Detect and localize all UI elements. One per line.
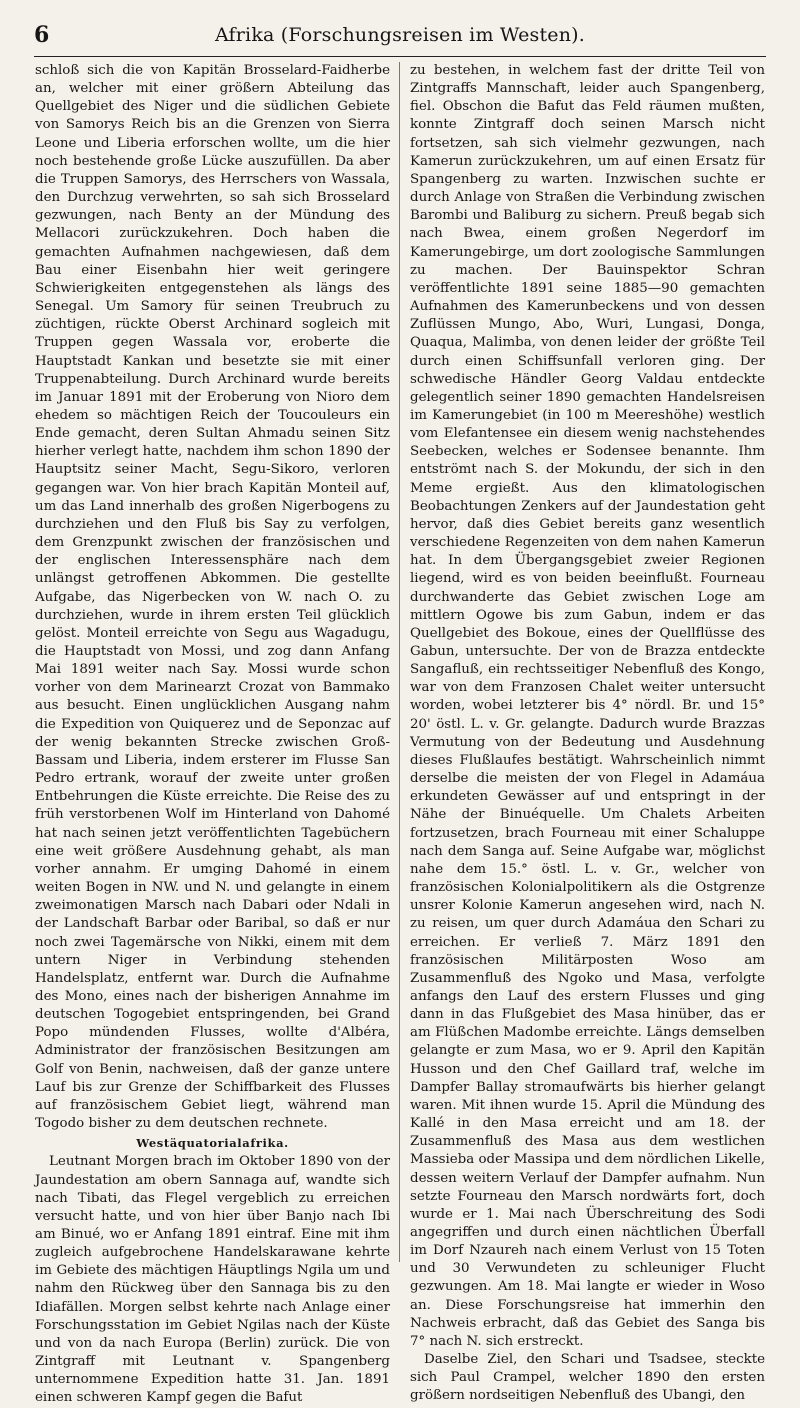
- page-header: [34, 22, 766, 57]
- left-column: [35, 62, 390, 1406]
- left-paragraph-1: schloß sich die von Kapitän Brosselard-Faidherbe an, welcher mit einer größern Abteilung das Quellgebiet des Niger und die südlichen Gebiete von Samorys Reich bis an die Grenzen von Sierra Leone und Liberia erforschen wollte, um die hier noch bestehende große Lücke auszufüllen. Da aber die Truppen Samorys, des Herrschers von Wassala, den Durchzug verwehrten, so sah sich Brosselard gezwungen, nach Benty an der Mündung des Mellacori zurückzukehren. Doch haben die gemachten Aufnahmen nachgewiesen, daß dem Bau einer Eisenbahn hier weit geringere Schwierigkeiten entgegenstehen als längs des Senegal. Um Samory für seinen Treubruch zu züchtigen, rückte Oberst Archinard sogleich mit Truppen gegen Wassala vor, eroberte die Hauptstadt Kankan und besetzte sie mit einer Truppenabteilung. Durch Archinard wurde bereits im Januar 1891 mit der Eroberung von Nioro dem ehedem so mächtigen Reich der Toucouleurs ein Ende gemacht, deren Sultan Ahmadu seinen Sitz hierher verlegt hatte, nachdem ihm schon 1890 der Hauptsitz seiner Macht, Segu-Sikoro, verloren gegangen war. Von hier brach Kapitän Monteil auf, um das Land innerhalb des großen Nigerbogens zu durchziehen und den Fluß bis Say zu verfolgen, dem Grenzpunkt zwischen der französischen und der englischen Interessensphäre nach dem unlängst getroffenen Abkommen. Die gestellte Aufgabe, das Nigerbecken von W. nach O. zu durchziehen, wurde in ihrem ersten Teil glücklich gelöst. Monteil erreichte von Segu aus Wagadugu, die Hauptstadt von Mossi, und zog dann Anfang Mai 1891 weiter nach Say. Mossi wurde schon vorher von dem Marinearzt Crozat von Bammako aus besucht. Einen unglücklichen Ausgang nahm die Expedition von Quiquerez und de Seponzac auf der wenig bekannten Strecke zwischen Groß-Bassam und Liberia, indem ersterer im Flusse San Pedro ertrank, worauf der zweite unter großen Entbehrungen die Küste erreichte. Die Reise des zu früh verstorbenen Wolf im Hinterland von Dahomé hat nach seinen jetzt veröffentlichten Tagebüchern eine weit größere Ausdehnung gehabt, als man vorher annahm. Er umging Dahomé in einem weiten Bogen in NW. und N. und gelangte in einem zweimonatigen Marsch nach Dabari oder Ndali in der Landschaft Barbar oder Baribal, so daß er nur noch zwei Tagemärsche von Nikki, einem mit dem untern Niger in Verbindung stehenden Handelsplatz, entfernt war. Durch die Aufnahme des Mono, eines nach der bisherigen Annahme im deutschen Togogebiet entspringenden, bei Grand Popo mündenden Flusses, wollte d'Albéra, Administrator der französischen Besitzungen am Golf von Benin, nachweisen, daß der ganze untere Lauf bis zur Grenze der Schiffbarkeit des Flusses auf französischem Gebiet liegt, während man Togodo bisher zu dem deutschen rechnete.: [35, 63, 390, 1132]
- running-head: Afrika (Forschungsreisen im Westen).: [214, 24, 586, 46]
- page-number: 6: [34, 22, 50, 48]
- right-paragraph-1: zu bestehen, in welchem fast der dritte Teil von Zintgraffs Mannschaft, leider auch Spangenberg, fiel. Obschon die Bafut das Feld räumen mußten, konnte Zintgraff doch seinen Marsch nicht fortsetzen, sah sich vielmehr gezwungen, nach Kamerun zurückzukehren, um auf einen Ersatz für Spangenberg zu warten. Inzwischen suchte er durch Anlage von Straßen die Verbindung zwischen Barombi und Baliburg zu sichern. Preuß begab sich nach Bwea, einem großen Negerdorf im Kamerungebirge, um dort zoologische Sammlungen zu machen. Der Bauinspektor Schran veröffentlichte 1891 seine 1885—90 gemachten Aufnahmen des Kamerunbeckens und von dessen Zuflüssen Mungo, Abo, Wuri, Lungasi, Donga, Quaqua, Malimba, von denen leider der größte Teil durch einen Schiffsunfall verloren ging. Der schwedische Händler Georg Valdau entdeckte gelegentlich seiner 1890 gemachten Handelsreisen im Kamerungebiet (in 100 m Meereshöhe) westlich vom Elefantensee ein diesem wenig nachstehendes Seebecken, welches er Sodensee benannte. Ihm entströmt nach S. der Mokundu, der sich in den Meme ergießt. Aus den klimatologischen Beobachtungen Zenkers auf der Jaundestation geht hervor, daß dies Gebiet bereits ganz wesentlich verschiedene Regenzeiten von dem nahen Kamerun hat. In dem Übergangsgebiet zweier Regionen liegend, wird es von beiden beeinflußt. Fourneau durchwanderte das Gebiet zwischen Loge am mittlern Ogowe bis zum Gabun, indem er das Quellgebiet des Bokoue, eines der Quellflüsse des Gabun, untersuchte. Der von de Brazza entdeckte Sangafluß, ein rechtsseitiger Nebenfluß des Kongo, war von dem Franzosen Chalet weiter untersucht worden, wobei letzterer bis 4° nördl. Br. und 15° 20' östl. L. v. Gr. gelangte. Dadurch wurde Brazzas Vermutung von der Bedeutung und Ausdehnung dieses Flußlaufes bestätigt. Wahrscheinlich nimmt derselbe die meisten der von Flegel in Adamáua erkundeten Gewässer auf und entspringt in der Nähe der Binuéquelle. Um Chalets Arbeiten fortzusetzen, brach Fourneau mit einer Schaluppe nach dem Sanga auf. Seine Aufgabe war, möglichst nahe dem 15.° östl. L. v. Gr., welcher von französischen Kolonialpolitikern als die Ostgrenze unsrer Kolonie Kamerun angesehen wird, nach N. zu reisen, um quer durch Adamáua den Schari zu erreichen. Er verließ 7. März 1891 den französischen Militärposten Woso am Zusammenfluß des Ngoko und Masa, verfolgte anfangs den Lauf des erstern Flusses und ging dann in das Flußgebiet des Masa hinüber, das er am Flüßchen Madombe erreichte. Längs demselben gelangte er zum Masa, wo er 9. April den Kapitän Husson und den Chef Gaillard traf, welche im Dampfer Ballay stromaufwärts bis hierher gelangt waren. Mit ihnen wurde 15. April die Mündung des Kallé in den Masa erreicht und am 18. der Zusammenfluß des Masa aus dem westlichen Massieba oder Massipa und dem nördlichen Likelle, dessen weitern Verlauf der Dampfer aufnahm. Nun setzte Fourneau den Marsch nordwärts fort, doch wurde er 1. Mai nach Überschreitung des Sodi angegriffen und durch einen nächtlichen Überfall im Dorf Nzaureh nach einem Verlust von 15 Toten und 30 Verwundeten zu schleuniger Flucht gezwungen. Am 18. Mai langte er wieder in Woso an. Diese Forschungsreise hat immerhin den Nachweis erbracht, daß das Gebiet des Sanga bis 7° nach N. sich erstreckt.: [410, 63, 765, 1349]
- column-divider: [399, 62, 400, 1262]
- section-heading: Westäquatorialafrika.: [136, 1136, 289, 1151]
- right-paragraph-2: Daselbe Ziel, den Schari und Tsadsee, steckte sich Paul Crampel, welcher 1890 den ersten größern nordseitigen Nebenfluß des Ubangi, den: [410, 1352, 765, 1404]
- left-paragraph-2: Leutnant Morgen brach im Oktober 1890 von der Jaundestation am obern Sannaga auf, wandte sich nach Tibati, das Flegel vergeblich zu erreichen versucht hatte, und von hier über Banjo nach Ibi am Binué, wo er Anfang 1891 eintraf. Eine mit ihm zugleich aufgebrochene Handelskarawane kehrte im Gebiete des mächtigen Häuptlings Ngila um und nahm den Rückweg über den Sannaga bis zu den Idiafällen. Morgen selbst kehrte nach Anlage einer Forschungsstation im Gebiet Ngilas nach der Küste und von da nach Europa (Berlin) zurück. Die von Zintgraff mit Leutnant v. Spangenberg unternommene Expedition hatte 31. Jan. 1891 einen schweren Kampf gegen die Bafut: [35, 1154, 390, 1406]
- right-column: [410, 62, 765, 1404]
